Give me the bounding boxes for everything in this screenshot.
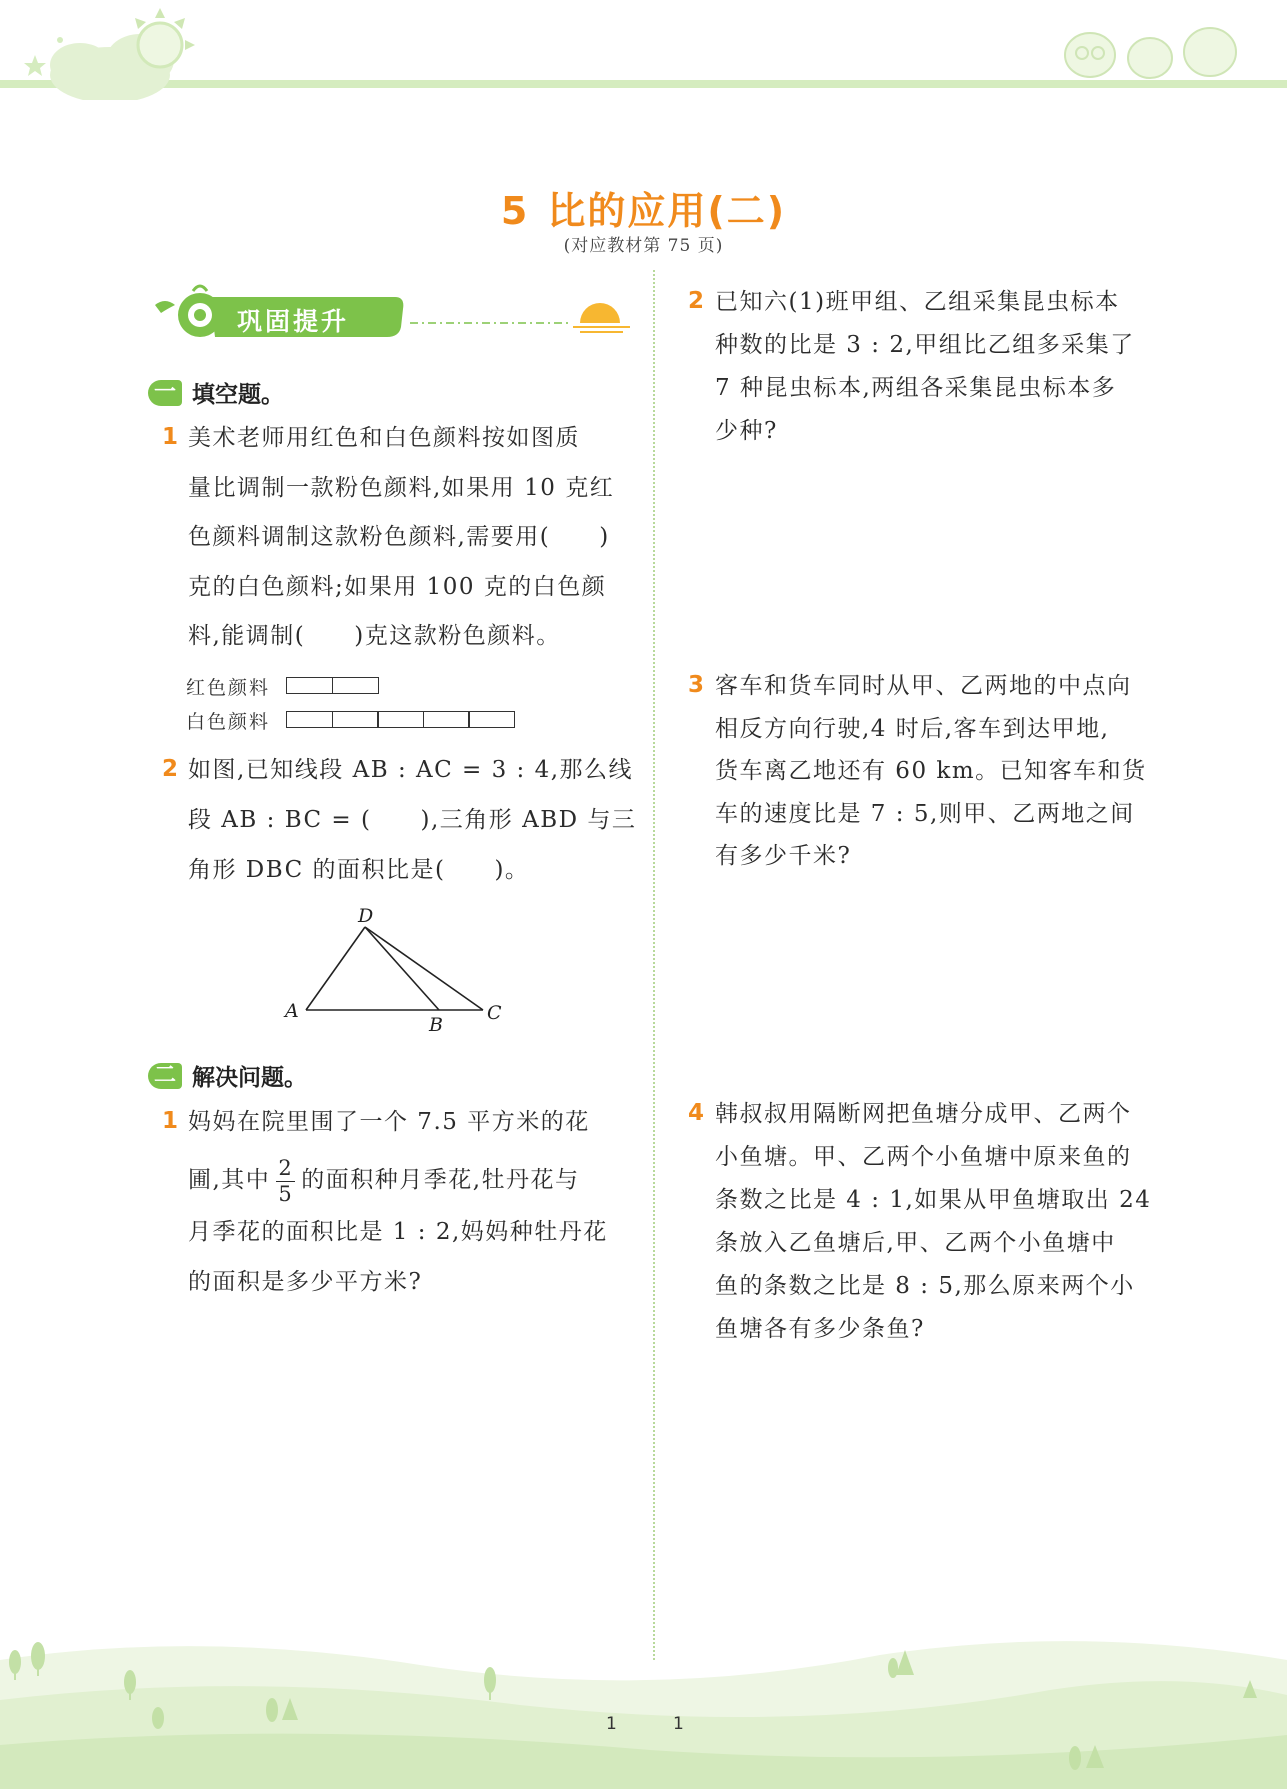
question-number: 4 <box>688 1100 705 1126</box>
ratio-bar-red <box>286 677 379 694</box>
question-text <box>188 756 636 884</box>
header-decoration <box>0 0 1287 100</box>
section-banner <box>155 283 635 343</box>
page-number-left: 1 <box>606 1714 617 1734</box>
bar-unit <box>332 677 379 694</box>
text-line: 妈妈在院里围了一个 7.5 平方米的花 <box>188 1109 590 1135</box>
point-label-c: C <box>487 1002 502 1024</box>
point-label-d: D <box>358 905 374 927</box>
text-line: 段 AB : BC = ( ),三角形 ABD 与三 <box>188 807 637 833</box>
text-line: 量比调制一款粉色颜料,如果用 10 克红 <box>188 474 615 501</box>
question-text <box>715 288 1135 445</box>
question-number: 1 <box>162 424 179 450</box>
text-line: 货车离乙地还有 60 km。已知客车和货 <box>715 758 1147 784</box>
question-text <box>188 1108 608 1296</box>
text-line: 月季花的面积比是 1 : 2,妈妈种牡丹花 <box>188 1219 608 1245</box>
question-number: 3 <box>688 672 705 698</box>
bar-label-red: 红色颜料 <box>186 677 271 699</box>
text-line: 鱼的条数之比是 8 : 5,那么原来两个小 <box>715 1273 1135 1299</box>
question-number: 1 <box>162 1108 179 1134</box>
animal-faces-icon <box>1065 28 1236 78</box>
lesson-number: 5 <box>500 189 530 233</box>
ratio-bar-white <box>286 711 515 728</box>
text-line: 少种? <box>715 418 778 444</box>
question-text <box>715 1100 1151 1343</box>
sunset-icon <box>573 303 630 332</box>
text-line: 车的速度比是 7 : 5,则甲、乙两地之间 <box>715 800 1135 827</box>
lesson-title: 比的应用(二) <box>547 189 787 233</box>
section-badge: 一 <box>148 380 182 406</box>
segment-db <box>365 927 439 1010</box>
section-badge: 二 <box>148 1063 182 1089</box>
text-line: 已知六(1)班甲组、乙组采集昆虫标本 <box>715 289 1120 315</box>
text-line: 韩叔叔用隔断网把鱼塘分成甲、乙两个 <box>715 1101 1132 1127</box>
question-text <box>188 424 614 650</box>
fraction <box>276 1155 295 1206</box>
text-line: 如图,已知线段 AB : AC = 3 : 4,那么线 <box>188 757 634 783</box>
text-line: 条放入乙鱼塘后,甲、乙两个小鱼塘中 <box>715 1230 1116 1256</box>
segment-dc <box>365 927 483 1010</box>
fraction-numerator: 2 <box>278 1155 294 1180</box>
bar-unit <box>286 677 333 694</box>
text-line: 美术老师用红色和白色颜料按如图质 <box>188 425 580 451</box>
banner-label: 巩固提升 <box>237 307 350 336</box>
fraction-denominator: 5 <box>278 1181 294 1206</box>
text-line: 小鱼塘。甲、乙两个小鱼塘中原来鱼的 <box>715 1144 1132 1170</box>
bar-unit <box>286 711 333 728</box>
textbook-reference: (对应教材第 75 页) <box>563 236 724 256</box>
segment-ad <box>306 927 365 1010</box>
text-line: 种数的比是 3 : 2,甲组比乙组多采集了 <box>715 332 1135 358</box>
bar-unit <box>332 711 379 728</box>
section-title: 解决问题。 <box>192 1065 307 1091</box>
bar-label-white: 白色颜料 <box>186 711 271 733</box>
point-label-b: B <box>429 1014 443 1036</box>
text-line: 有多少千米? <box>715 843 852 869</box>
page-title <box>0 180 1287 235</box>
point-label-a: A <box>285 1000 299 1022</box>
section-problem-solving <box>148 1059 307 1092</box>
text-line: 克的白色颜料;如果用 100 克的白色颜 <box>188 573 607 600</box>
bar-unit <box>423 711 470 728</box>
section-fill-in <box>148 376 284 409</box>
sun-icon <box>135 8 195 67</box>
section-title: 填空题。 <box>192 382 284 408</box>
triangle-figure <box>275 900 515 1040</box>
question-text <box>715 672 1147 870</box>
question-number: 2 <box>688 288 705 314</box>
page-number-right: 1 <box>673 1714 684 1734</box>
text-line <box>188 1152 608 1208</box>
text-line: 料,能调制( )克这款粉色颜料。 <box>188 623 561 649</box>
bar-unit <box>468 711 515 728</box>
text-line: 色颜料调制这款粉色颜料,需要用( ) <box>188 524 610 550</box>
text-fragment: 的面积种月季花,牡丹花与 <box>301 1167 580 1193</box>
bar-unit <box>377 711 424 728</box>
text-line: 鱼塘各有多少条鱼? <box>715 1316 925 1342</box>
question-number: 2 <box>162 756 179 782</box>
text-line: 相反方向行驶,4 时后,客车到达甲地, <box>715 715 1110 742</box>
text-fragment: 圃,其中 <box>188 1167 271 1193</box>
text-line: 条数之比是 4 : 1,如果从甲鱼塘取出 24 <box>715 1187 1152 1213</box>
text-line: 7 种昆虫标本,两组各采集昆虫标本多 <box>715 375 1117 401</box>
footer-landscape <box>0 1620 1287 1789</box>
text-line: 角形 DBC 的面积比是( )。 <box>188 857 530 883</box>
text-line: 的面积是多少平方米? <box>188 1269 423 1295</box>
text-line: 客车和货车同时从甲、乙两地的中点向 <box>715 673 1132 699</box>
column-divider <box>653 270 655 1660</box>
